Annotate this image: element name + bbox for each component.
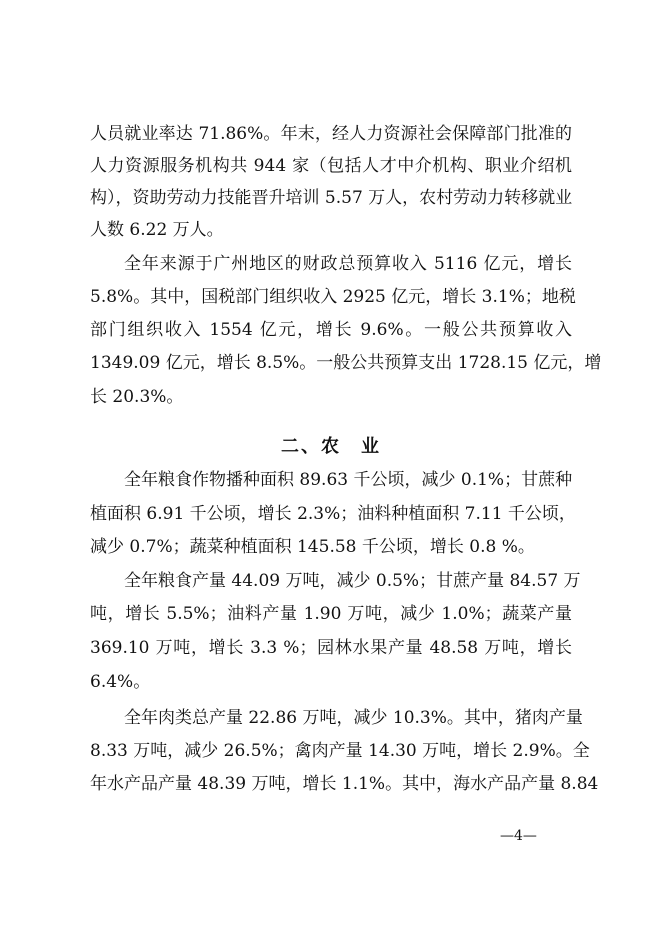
page-number: —4— (500, 828, 537, 844)
text-line: 人数 6.22 万人。 (90, 220, 224, 240)
text-line: 减少 0.7%；蔬菜种植面积 145.58 千公顷，增长 0.8 %。 (90, 537, 535, 557)
text-line: 全年粮食产量 44.09 万吨，减少 0.5%；甘蔗产量 84.57 万 (124, 571, 581, 591)
text-line: 1349.09 亿元，增长 8.5%。一般公共预算支出 1728.15 亿元，增 (90, 353, 602, 373)
text-line: 8.33 万吨，减少 26.5%；禽肉产量 14.30 万吨，增长 2.9%。全 (90, 741, 590, 761)
text-line: 构），资助劳动力技能晋升培训 5.57 万人，农村劳动力转移就业 (90, 188, 573, 208)
text-line: 人力资源服务机构共 944 家（包括人才中介机构、职业介绍机 (90, 156, 572, 176)
text-line: 6.4%。 (90, 672, 151, 692)
text-line: 人员就业率达 71.86%。年末，经人力资源社会保障部门批准的 (90, 124, 572, 144)
text-line: 植面积 6.91 千公顷，增长 2.3%；油料种植面积 7.11 千公顷， (90, 504, 576, 524)
text-line: 全年肉类总产量 22.86 万吨，减少 10.3%。其中，猪肉产量 (124, 708, 583, 728)
text-line: 部门组织收入 1554 亿元，增长 9.6%。一般公共预算收入 (90, 320, 572, 340)
text-line: 5.8%。其中，国税部门组织收入 2925 亿元，增长 3.1%；地税 (90, 287, 576, 307)
text-line: 全年粮食作物播种面积 89.63 千公顷，减少 0.1%；甘蔗种 (124, 470, 573, 490)
text-line: 年水产品产量 48.39 万吨，增长 1.1%。其中，海水产品产量 8.84 (90, 774, 599, 794)
text-line: 全年来源于广州地区的财政总预算收入 5116 亿元，增长 (124, 254, 572, 274)
text-line: 吨，增长 5.5%；油料产量 1.90 万吨，减少 1.0%；蔬菜产量 (90, 604, 572, 624)
section-heading: 二、农 业 (281, 436, 381, 457)
text-line: 长 20.3%。 (90, 387, 184, 407)
text-line: 369.10 万吨，增长 3.3 %；园林水果产量 48.58 万吨，增长 (90, 638, 572, 658)
